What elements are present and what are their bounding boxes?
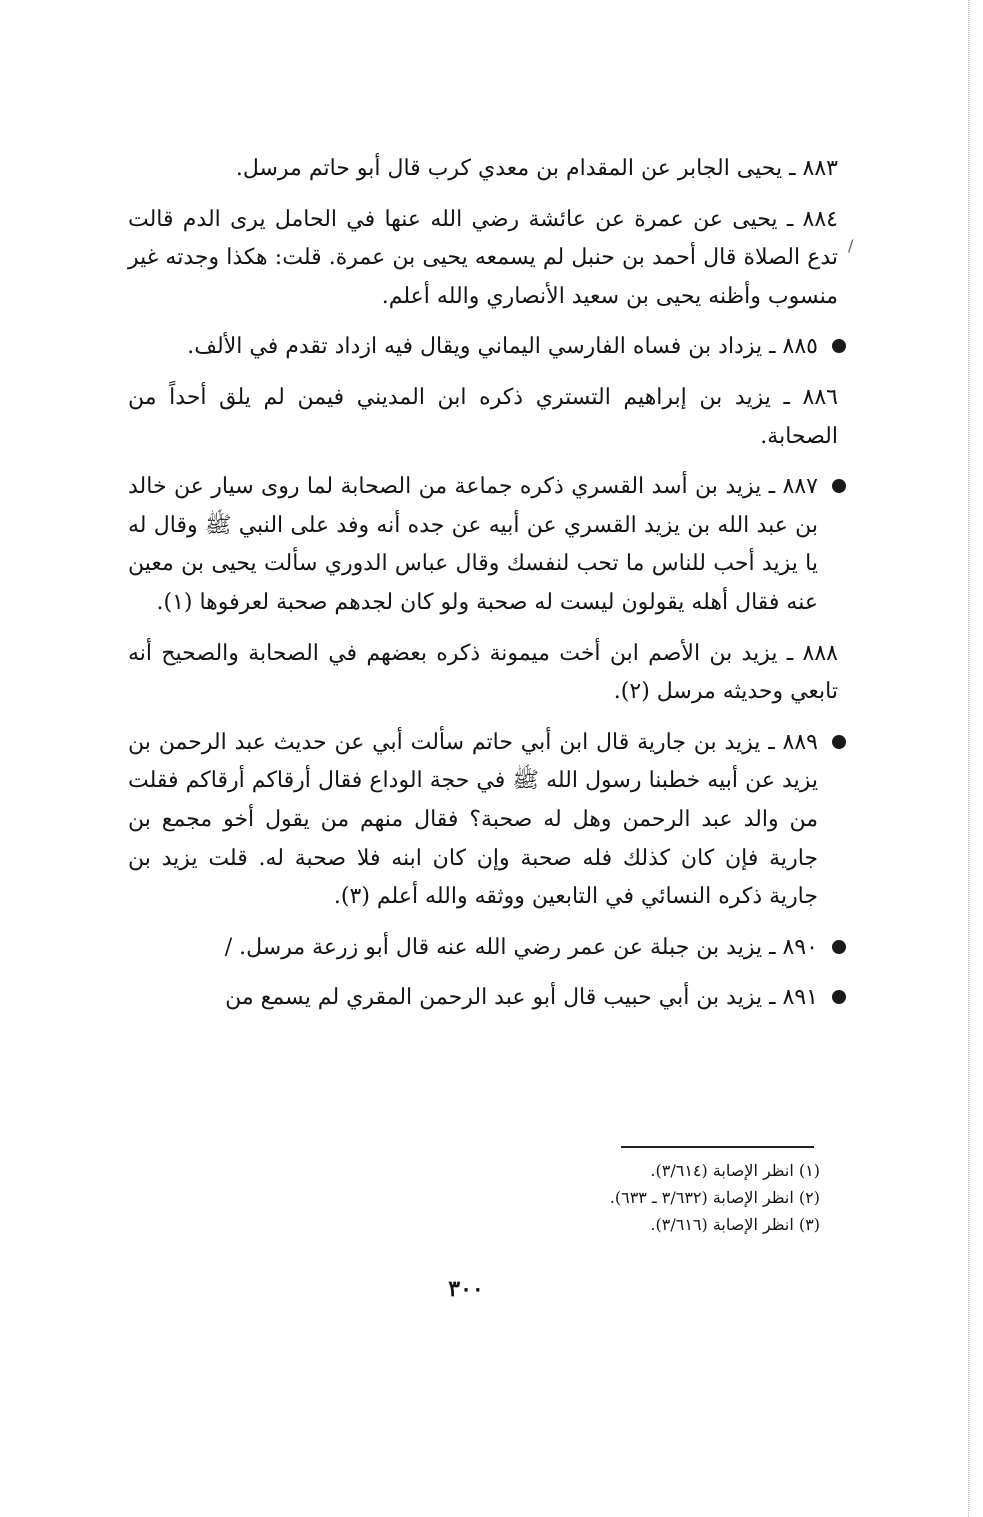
scan-edge-line — [968, 0, 971, 1517]
bullet-marker-icon — [832, 940, 846, 954]
footnote-2: (٢) انظر الإصابة (٣/٦٣٢ ـ ٦٣٣). — [609, 1188, 820, 1207]
entry-887 — [128, 468, 838, 622]
entry-text: ٨٨٦ ـ يزيد بن إبراهيم التستري ذكره ابن المديني فيمن لم يلق أحداً من الصحابة. — [128, 384, 838, 449]
margin-annotation: / — [848, 236, 854, 255]
page-number: ٣٠٠ — [448, 1276, 484, 1302]
entry-883 — [128, 150, 838, 189]
entry-text: ٨٩٠ ـ يزيد بن جبلة عن عمر رضي الله عنه قال أبو زرعة مرسل. / — [224, 934, 818, 960]
page-body — [128, 150, 838, 1030]
entry-890 — [128, 929, 838, 968]
footnote-3: (٣) انظر الإصابة (٣/٦١٦). — [650, 1215, 820, 1234]
footnote-separator — [621, 1146, 814, 1148]
entry-text: ٨٨٨ ـ يزيد بن الأصم ابن أخت ميمونة ذكره بعضهم في الصحابة والصحيح أنه تابعي وحديثه مرسل (٢). — [128, 640, 838, 705]
entry-891 — [128, 979, 838, 1018]
entry-text: ٨٩١ ـ يزيد بن أبي حبيب قال أبو عبد الرحمن المقري لم يسمع من — [225, 985, 818, 1011]
entry-text: ٨٨٣ ـ يحيى الجابر عن المقدام بن معدي كرب قال أبو حاتم مرسل. — [235, 156, 838, 181]
entry-886 — [128, 379, 838, 456]
entry-text: ٨٨٧ ـ يزيد بن أسد القسري ذكره جماعة من الصحابة لما روى سيار عن خالد بن عبد الله بن يزيد القسري عن أبيه عن جده أنه وفد على النبي ﷺ وقال له يا يزيد أحب للناس ما تحب لنفسك وقال عباس الدوري سألت يحيى بن معين عنه فقال أهله يقولون ليست له صحبة ولو كان لجدهم صحبة لعرفوها (١). — [128, 474, 818, 615]
bullet-marker-icon — [832, 479, 846, 493]
entry-885 — [128, 328, 838, 367]
bullet-marker-icon — [832, 735, 846, 749]
entry-888 — [128, 635, 838, 712]
bullet-marker-icon — [832, 339, 846, 353]
entry-text: ٨٨٩ ـ يزيد بن جارية قال ابن أبي حاتم سألت أبي عن حديث عبد الرحمن بن يزيد عن أبيه خطبنا رسول الله ﷺ في حجة الوداع فقال أرقاكم أرقاكم فقلت من والد عبد الرحمن وهل له صحبة؟ فقال منهم من يقول أخو مجمع بن جارية فإن كان كذلك فله صحبة وإن كان ابنه فلا صحبة له. قلت يزيد بن جارية ذكره النسائي في التابعين ووثقه والله أعلم (٣). — [128, 729, 818, 910]
footnotes — [420, 1157, 820, 1238]
entry-text: ٨٨٤ ـ يحيى عن عمرة عن عائشة رضي الله عنها في الحامل يرى الدم قالت تدع الصلاة قال أحمد بن حنبل لم يسمعه يحيى بن عمرة. قلت: هكذا وجدته غير منسوب وأظنه يحيى بن سعيد الأنصاري والله أعلم. — [128, 206, 838, 309]
bullet-marker-icon — [832, 990, 846, 1004]
footnote-1: (١) انظر الإصابة (٣/٦١٤). — [650, 1161, 820, 1180]
entry-text: ٨٨٥ ـ يزداد بن فساه الفارسي اليماني ويقال فيه ازداد تقدم في الألف. — [187, 334, 818, 360]
entry-884 — [128, 201, 838, 317]
entry-889 — [128, 724, 838, 917]
